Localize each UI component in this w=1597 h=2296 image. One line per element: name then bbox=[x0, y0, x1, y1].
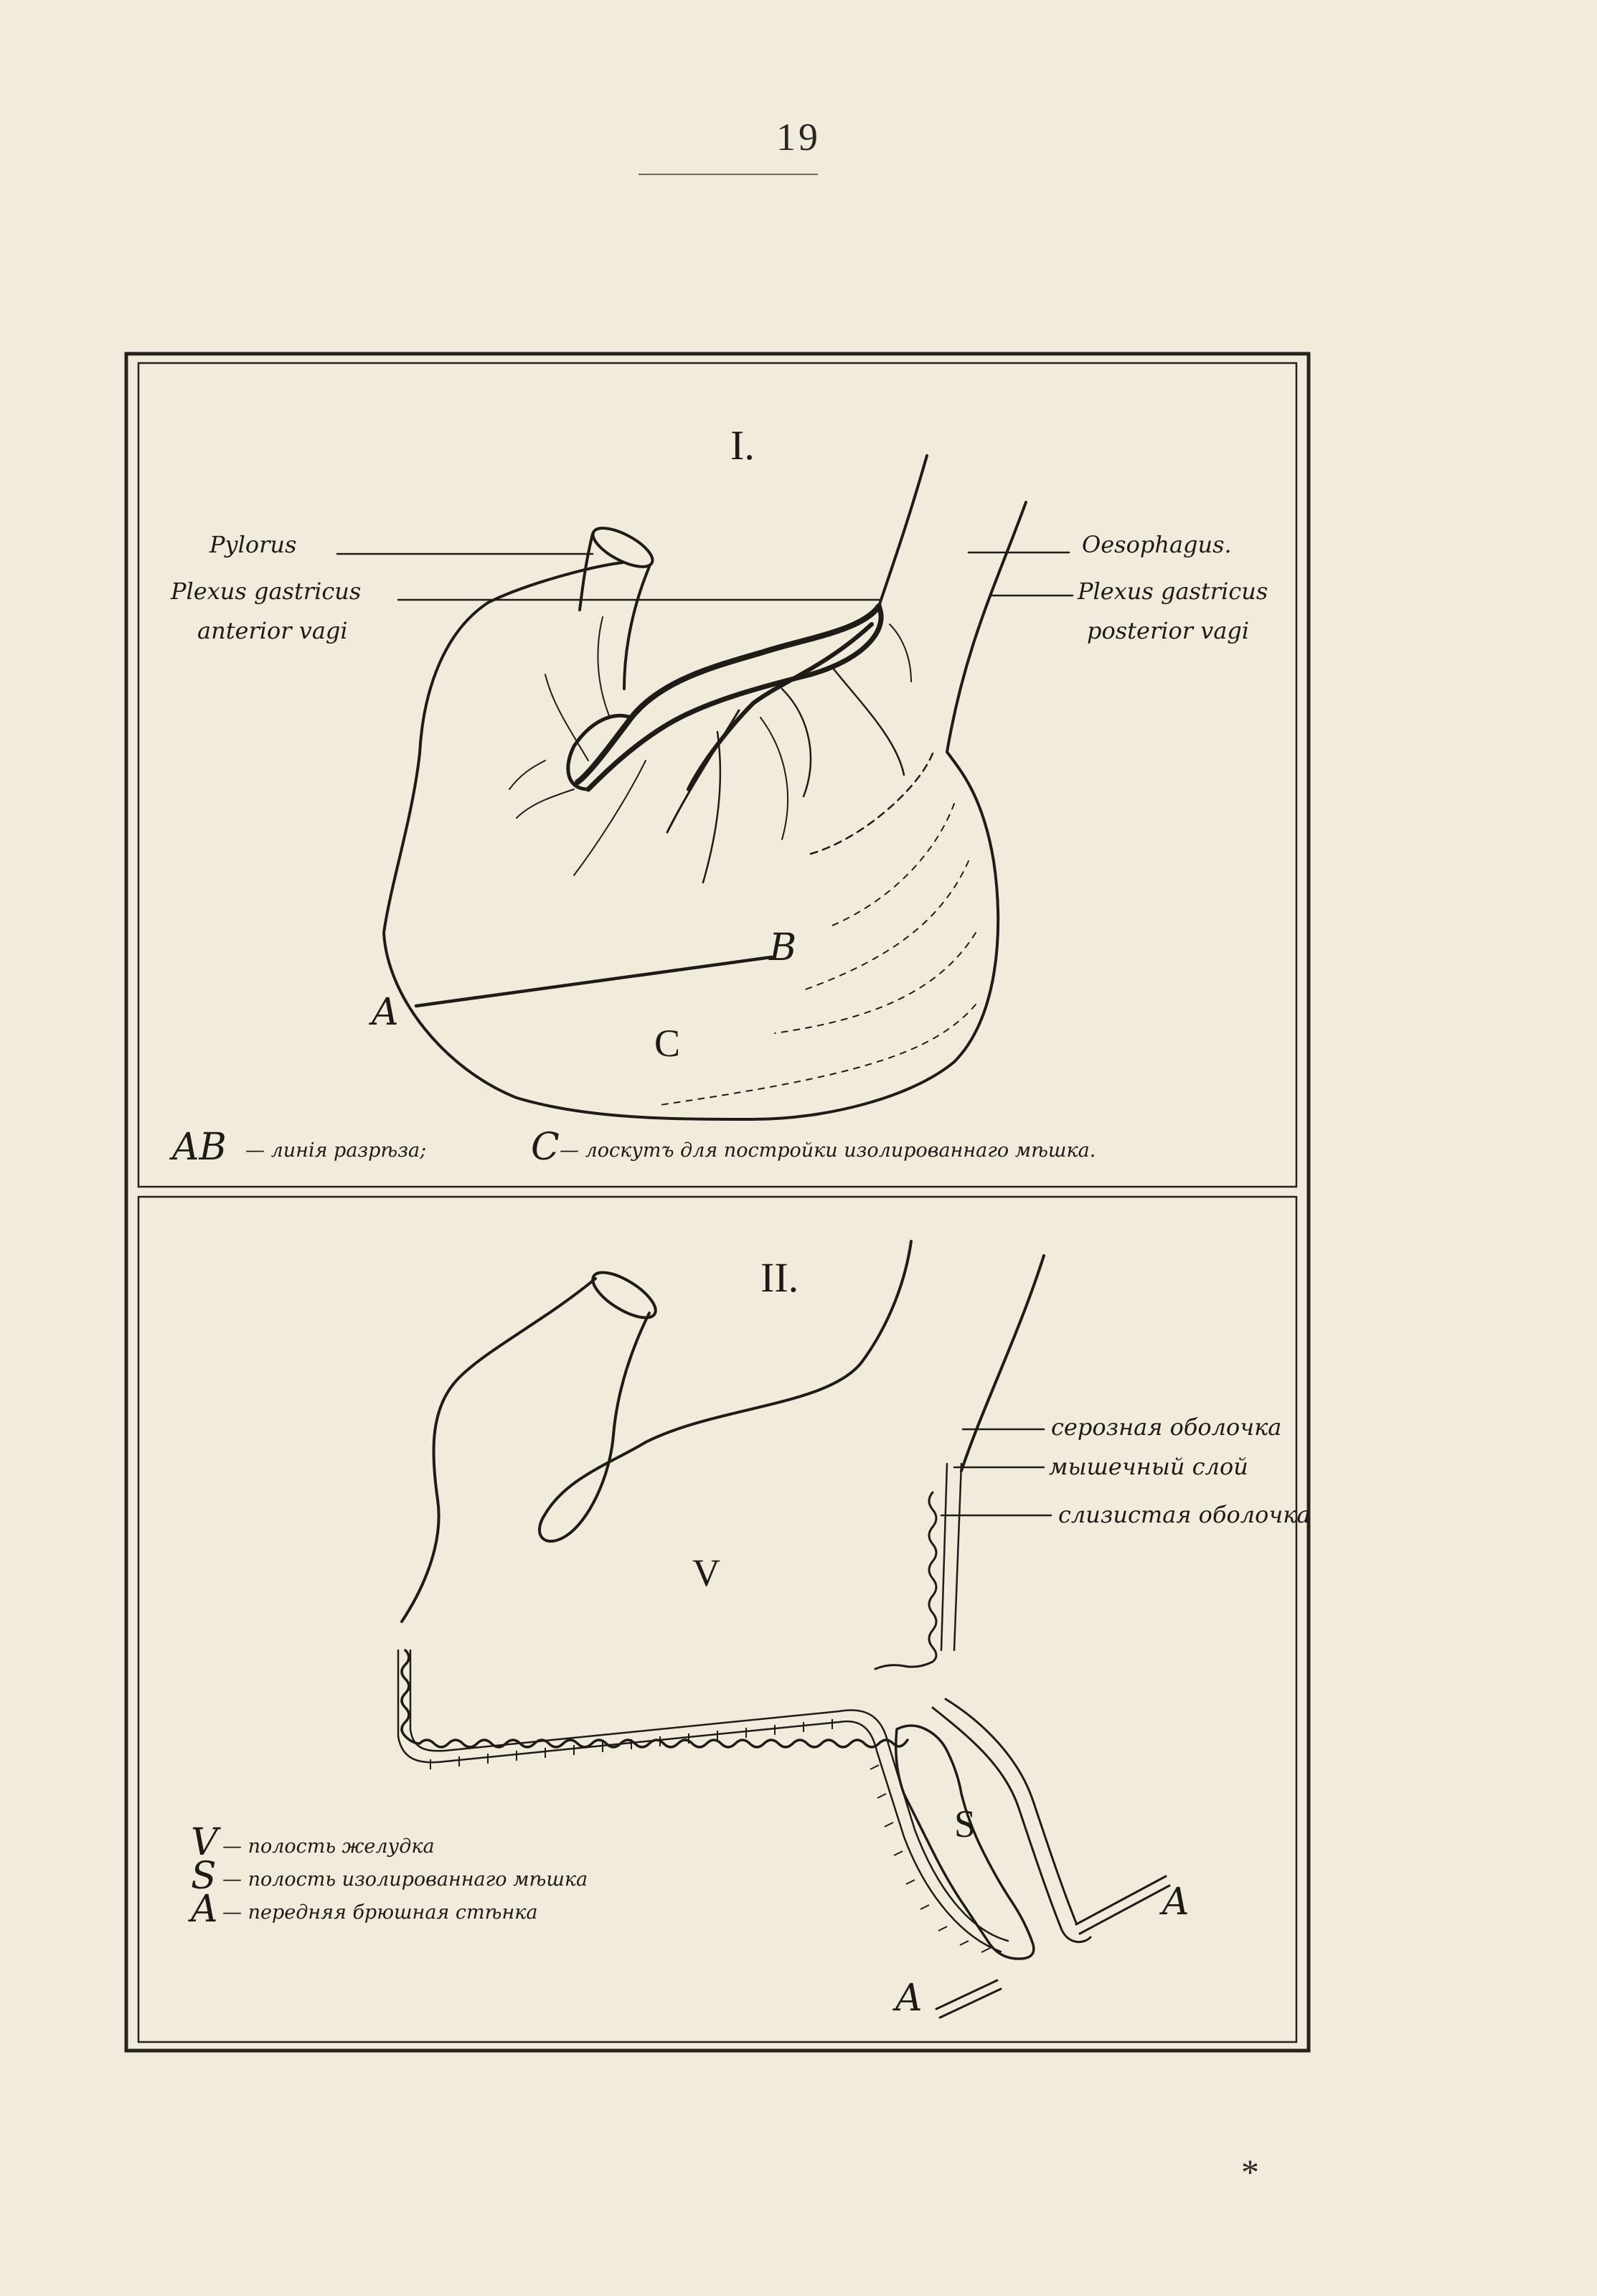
nerve-plexus bbox=[509, 606, 911, 883]
point-a-label: A bbox=[372, 991, 399, 1034]
stomach-outline bbox=[384, 563, 998, 1119]
oesophagus-left bbox=[879, 456, 927, 606]
label-serosa: серозная оболочка bbox=[1051, 1413, 1282, 1441]
wall-a-left-label: A bbox=[895, 1977, 923, 2020]
label-plexus-anterior-1: Plexus gastricus bbox=[171, 578, 362, 605]
region-c-label: C bbox=[654, 1022, 681, 1065]
abdominal-wall-right bbox=[1076, 1876, 1166, 1924]
point-b-label: B bbox=[769, 926, 797, 969]
label-pylorus: Pylorus bbox=[209, 531, 297, 558]
label-plexus-anterior-2: anterior vagi bbox=[197, 617, 348, 644]
legend-key-s: S bbox=[191, 1855, 217, 1898]
mucosa-wave-left bbox=[402, 1650, 908, 1747]
pouch-s-label: S bbox=[954, 1802, 976, 1845]
caption-c-text: — лоскутъ для постройки изолированнаго мѣшка. bbox=[560, 1139, 1096, 1162]
figure-1-numeral: I. bbox=[730, 422, 755, 469]
cavity-v-label: V bbox=[692, 1551, 720, 1594]
caption-c-key: C bbox=[531, 1126, 560, 1169]
label-mucosa: слизистая оболочка bbox=[1058, 1501, 1311, 1528]
label-plexus-posterior-2: posterior vagi bbox=[1087, 617, 1250, 644]
figure-2-numeral: II. bbox=[760, 1254, 799, 1301]
caption-ab-text: — линія разрѣза; bbox=[245, 1139, 427, 1162]
wall-a-right-label: A bbox=[1162, 1881, 1189, 1924]
plate-frame bbox=[126, 354, 1309, 2051]
pylorus-opening-2 bbox=[586, 1264, 662, 1327]
legend-text-v: — полость желудка bbox=[222, 1835, 435, 1858]
figure-2 bbox=[188, 1241, 1310, 2020]
figure-1 bbox=[169, 422, 1268, 1169]
label-oesophagus: Oesophagus. bbox=[1082, 531, 1232, 558]
incision-line-ab bbox=[416, 957, 771, 1006]
figure-2-legend bbox=[188, 1821, 588, 1931]
legend-key-v: V bbox=[191, 1821, 218, 1864]
oesophagus-right bbox=[947, 502, 1026, 752]
page-number: 19 bbox=[776, 116, 821, 159]
footer-mark: * bbox=[1241, 2152, 1259, 2192]
legend-text-a: — передняя брюшная стѣнка bbox=[222, 1901, 538, 1924]
stomach-outline-2 bbox=[402, 1279, 595, 1622]
caption-ab-key: AB bbox=[172, 1126, 227, 1169]
label-muscularis: мышечный слой bbox=[1049, 1453, 1248, 1480]
legend-text-s: — полость изолированнаго мѣшка bbox=[222, 1868, 588, 1891]
legend-key-a: A bbox=[191, 1888, 218, 1931]
label-plexus-posterior-1: Plexus gastricus bbox=[1078, 578, 1268, 605]
